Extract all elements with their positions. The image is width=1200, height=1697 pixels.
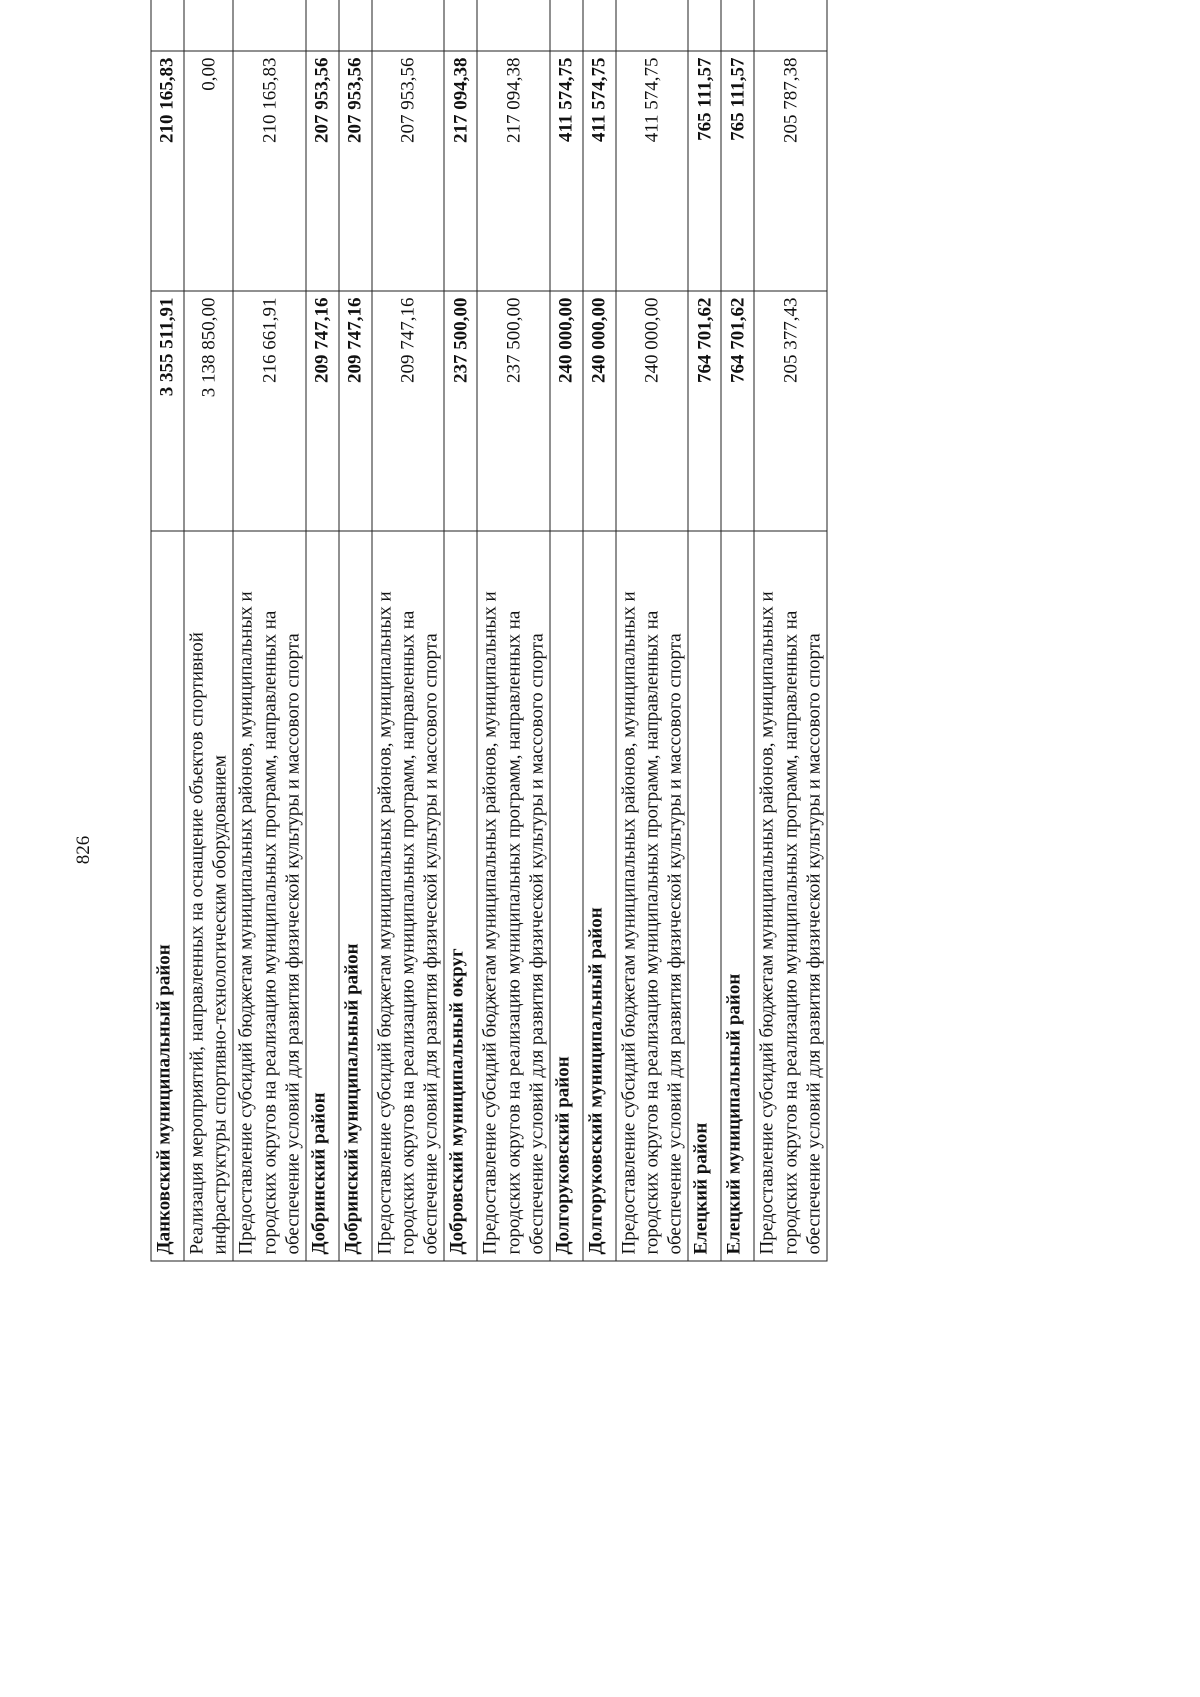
row-value-2-cell: 205 787,38 <box>754 51 827 291</box>
row-value-2-cell: 210 165,83 <box>233 51 306 291</box>
row-value-2-cell: 210 165,83 <box>151 51 184 291</box>
table-container <box>151 0 976 1262</box>
row-value-2-cell: 411 574,75 <box>616 51 689 291</box>
row-name-cell: Предоставление субсидий бюджетам муниципальных районов, муниципальных и городских округов на реализацию муниципальных программ, направленных на обеспечение условий для развития физической культуры и массового спорта <box>477 531 550 1261</box>
table-row <box>339 0 372 1261</box>
row-value-2-cell: 765 111,57 <box>688 51 721 291</box>
row-name-cell: Предоставление субсидий бюджетам муниципальных районов, муниципальных и городских округов на реализацию муниципальных программ, направленных на обеспечение условий для развития физической культуры и массового спорта <box>372 531 445 1261</box>
table-row <box>583 0 616 1261</box>
row-value-3-cell <box>583 0 616 51</box>
table-row <box>444 0 477 1261</box>
row-value-3-cell <box>151 0 184 51</box>
row-value-3-cell <box>233 0 306 51</box>
row-value-3-cell <box>721 0 754 51</box>
row-name-cell: Елецкий муниципальный район <box>721 531 754 1261</box>
table-row <box>688 0 721 1261</box>
row-value-1-cell: 209 747,16 <box>306 291 339 531</box>
row-value-1-cell: 3 138 850,00 <box>184 291 233 531</box>
table-row <box>372 0 445 1261</box>
row-value-3-cell <box>550 0 583 51</box>
row-value-1-cell: 209 747,16 <box>372 291 445 531</box>
row-value-3-cell <box>688 0 721 51</box>
row-value-3-cell <box>754 0 827 51</box>
table-row <box>151 0 184 1261</box>
table-row <box>754 0 827 1261</box>
table-row <box>184 0 233 1261</box>
table-row <box>477 0 550 1261</box>
table-body <box>151 0 827 1261</box>
row-value-2-cell: 411 574,75 <box>550 51 583 291</box>
row-value-1-cell: 209 747,16 <box>339 291 372 531</box>
row-value-1-cell: 764 701,62 <box>688 291 721 531</box>
row-value-1-cell: 240 000,00 <box>550 291 583 531</box>
row-name-cell: Долгоруковский муниципальный район <box>583 531 616 1261</box>
row-value-1-cell: 216 661,91 <box>233 291 306 531</box>
row-value-3-cell <box>184 0 233 51</box>
row-name-cell: Долгоруковский район <box>550 531 583 1261</box>
row-value-3-cell <box>306 0 339 51</box>
page-number: 826 <box>73 835 94 865</box>
row-value-2-cell: 207 953,56 <box>306 51 339 291</box>
row-value-1-cell: 237 500,00 <box>444 291 477 531</box>
row-value-3-cell <box>477 0 550 51</box>
row-value-3-cell <box>372 0 445 51</box>
table-row <box>233 0 306 1261</box>
row-value-1-cell: 237 500,00 <box>477 291 550 531</box>
row-name-cell: Добринский район <box>306 531 339 1261</box>
row-value-1-cell: 205 377,43 <box>754 291 827 531</box>
row-name-cell: Предоставление субсидий бюджетам муниципальных районов, муниципальных и городских округов на реализацию муниципальных программ, направленных на обеспечение условий для развития физической культуры и массового спорта <box>754 531 827 1261</box>
row-value-2-cell: 217 094,38 <box>477 51 550 291</box>
row-value-2-cell: 207 953,56 <box>339 51 372 291</box>
row-value-1-cell: 3 355 511,91 <box>151 291 184 531</box>
row-value-2-cell: 217 094,38 <box>444 51 477 291</box>
row-value-1-cell: 764 701,62 <box>721 291 754 531</box>
row-value-1-cell: 240 000,00 <box>616 291 689 531</box>
table-row <box>306 0 339 1261</box>
row-name-cell: Данковский муниципальный район <box>151 531 184 1261</box>
row-value-3-cell <box>616 0 689 51</box>
table-row <box>721 0 754 1261</box>
row-value-2-cell: 411 574,75 <box>583 51 616 291</box>
row-value-1-cell: 240 000,00 <box>583 291 616 531</box>
row-name-cell: Реализация мероприятий, направленных на оснащение объектов спортивной инфраструктуры спортивно-технологическим оборудованием <box>184 531 233 1261</box>
row-name-cell: Предоставление субсидий бюджетам муниципальных районов, муниципальных и городских округов на реализацию муниципальных программ, направленных на обеспечение условий для развития физической культуры и массового спорта <box>616 531 689 1261</box>
row-value-2-cell: 0,00 <box>184 51 233 291</box>
table-row <box>550 0 583 1261</box>
row-value-2-cell: 207 953,56 <box>372 51 445 291</box>
budget-table <box>151 0 828 1262</box>
row-value-3-cell <box>444 0 477 51</box>
row-name-cell: Елецкий район <box>688 531 721 1261</box>
row-name-cell: Добринский муниципальный район <box>339 531 372 1261</box>
row-value-2-cell: 765 111,57 <box>721 51 754 291</box>
table-row <box>616 0 689 1261</box>
row-name-cell: Предоставление субсидий бюджетам муниципальных районов, муниципальных и городских округов на реализацию муниципальных программ, направленных на обеспечение условий для развития физической культуры и массового спорта <box>233 531 306 1261</box>
row-name-cell: Добровский муниципальный округ <box>444 531 477 1261</box>
row-value-3-cell <box>339 0 372 51</box>
